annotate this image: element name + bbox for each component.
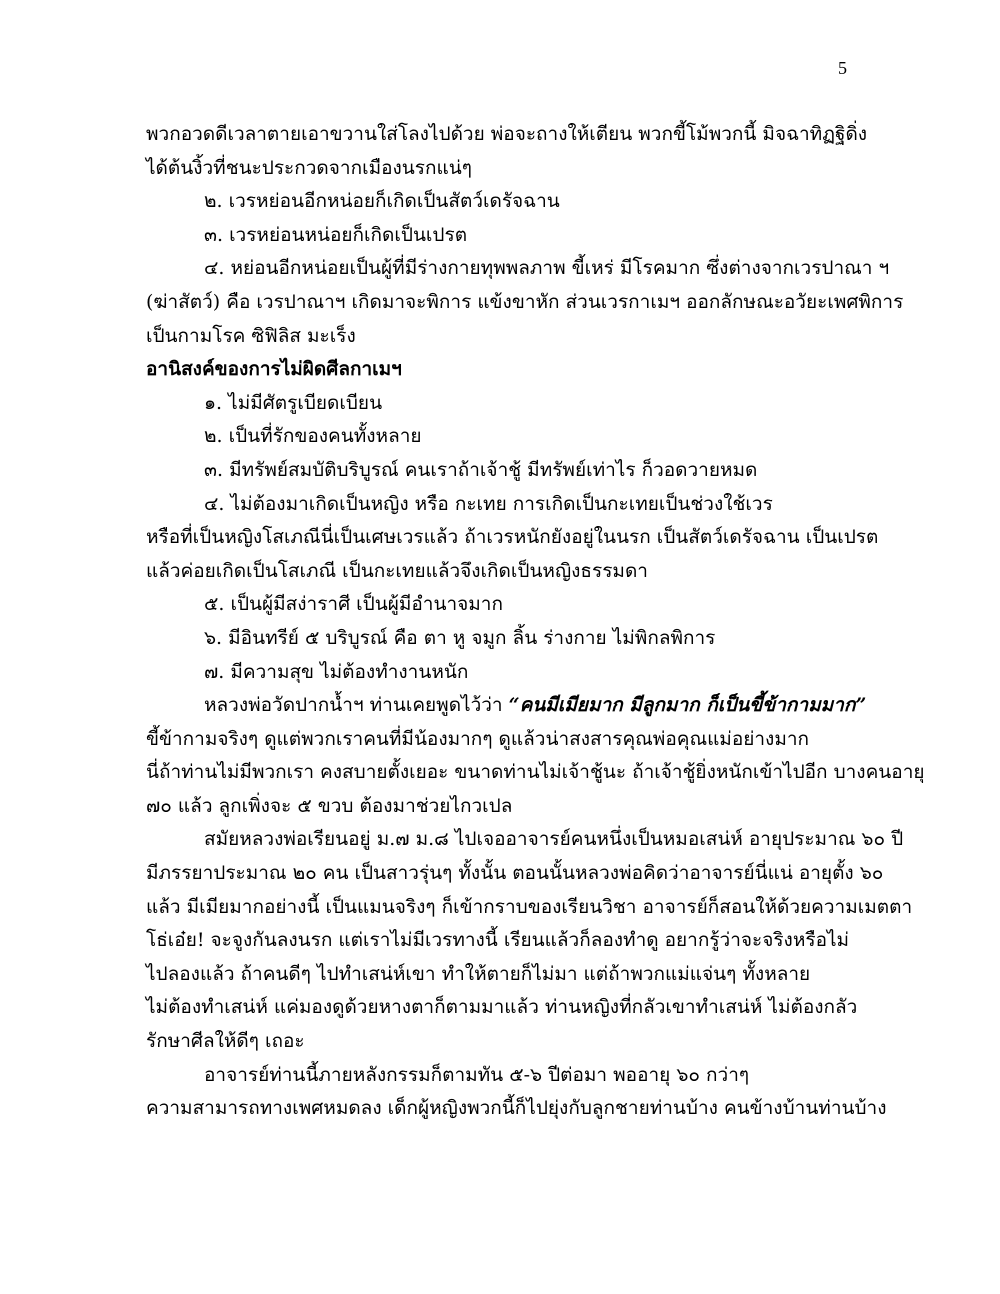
list-item: ๕. เป็นผู้มีสง่าราศี เป็นผู้มีอำนาจมาก [204, 593, 503, 616]
text-line: แล้ว มีเมียมากอย่างนี้ เป็นแมนจริงๆ ก็เข้ากราบของเรียนวิชา อาจารย์ก็สอนให้ด้วยความเมตตา [146, 895, 913, 918]
list-item: ๓. มีทรัพย์สมบัติบริบูรณ์ คนเราถ้าเจ้าชู้ มีทรัพย์เท่าไร ก็วอดวายหมด [204, 458, 758, 481]
list-item: ๓. เวรหย่อนหน่อยก็เกิดเป็นเปรต [204, 223, 468, 246]
quote-text: “คนมีเมียมาก มีลูกมาก ก็เป็นขี้ข้ากามมาก” [508, 694, 867, 717]
text-line: โธ่เอ๋ย! จะจูงกันลงนรก แต่เราไม่มีเวรทางนี้ เรียนแล้วก็ลองทำดู อยากรู้ว่าจะจริงหรือไม่ [146, 929, 850, 952]
text-line: รักษาศีลให้ดีๆ เถอะ [146, 1030, 305, 1053]
text-line: (ฆ่าสัตว์) คือ เวรปาณาฯ เกิดมาจะพิการ แข้งขาหัก ส่วนเวรกาเมฯ ออกลักษณะอวัยะเพศพิการ [146, 290, 904, 313]
list-item: ๖. มีอินทรีย์ ๕ บริบูรณ์ คือ ตา หู จมูก ลิ้น ร่างกาย ไม่พิกลพิการ [204, 626, 716, 649]
list-item: ๔. ไม่ต้องมาเกิดเป็นหญิง หรือ กะเทย การเกิดเป็นกะเทยเป็นช่วงใช้เวร [204, 492, 773, 515]
paragraph-start: สมัยหลวงพ่อเรียนอยู่ ม.๗ ม.๘ ไปเจออาจารย์คนหนึ่งเป็นหมอเสน่ห์ อายุประมาณ ๖๐ ปี [204, 828, 904, 851]
text-line: แล้วค่อยเกิดเป็นโสเภณี เป็นกะเทยแล้วจึงเกิดเป็นหญิงธรรมดา [146, 559, 648, 582]
paragraph-start: อาจารย์ท่านนี้ภายหลังกรรมก็ตามทัน ๕-๖ ปีต่อมา พออายุ ๖๐ กว่าๆ [204, 1063, 750, 1086]
list-item: ๒. เวรหย่อนอีกหน่อยก็เกิดเป็นสัตว์เดรัจฉาน [204, 190, 560, 213]
list-item: ๗. มีความสุข ไม่ต้องทำงานหนัก [204, 660, 469, 683]
text-line: ไม่ต้องทำเสน่ห์ แค่มองดูด้วยหางตาก็ตามมาแล้ว ท่านหญิงที่กลัวเขาทำเสน่ห์ ไม่ต้องกลัว [146, 996, 858, 1019]
text-line: ขี้ข้ากามจริงๆ ดูแต่พวกเราคนที่มีน้องมากๆ ดูแล้วน่าสงสารคุณพ่อคุณแม่อย่างมาก [146, 727, 810, 750]
text-line: พวกอวดดีเวลาตายเอาขวานใส่โลงไปด้วย พ่อจะถางให้เตียน พวกขี้โม้พวกนี้ มิจฉาทิฏฐิดิ่ง [146, 123, 868, 145]
text-line: นี่ถ้าท่านไม่มีพวกเรา คงสบายตั้งเยอะ ขนาดท่านไม่เจ้าชู้นะ ถ้าเจ้าชู้ยิ่งหนักเข้าไปอีก บางคนอายุ [146, 761, 925, 784]
text-line: หรือที่เป็นหญิงโสเภณีนี่เป็นเศษเวรแล้ว ถ้าเวรหนักยังอยู่ในนรก เป็นสัตว์เดรัจฉาน เป็นเปรต [146, 526, 879, 549]
document-body [146, 118, 925, 1126]
paragraph-start: หลวงพ่อวัดปากน้ำฯ ท่านเคยพูดไว้ว่า “คนมีเมียมาก มีลูกมาก ก็เป็นขี้ข้ากามมาก” [204, 694, 867, 717]
text-line: ๗๐ แล้ว ลูกเพิ่งจะ ๕ ขวบ ต้องมาช่วยไกวเปล [146, 794, 513, 817]
text-line: ความสามารถทางเพศหมดลง เด็กผู้หญิงพวกนี้ก็ไปยุ่งกับลูกชายท่านบ้าง คนข้างบ้านท่านบ้าง [146, 1097, 887, 1120]
text-line: ไปลองแล้ว ถ้าคนดีๆ ไปทำเสน่ห์เขา ทำให้ตายก็ไม่มา แต่ถ้าพวกแม่แจ่นๆ ทั้งหลาย [146, 962, 811, 985]
page-number: 5 [838, 58, 847, 78]
list-item: ๑. ไม่มีศัตรูเบียดเบียน [204, 391, 383, 414]
list-item: ๒. เป็นที่รักของคนทั้งหลาย [204, 425, 422, 448]
text-line: มีภรรยาประมาณ ๒๐ คน เป็นสาวรุ่นๆ ทั้งนั้น ตอนนั้นหลวงพ่อคิดว่าอาจารย์นี่แน่ อายุตั้ง ๖๐ [146, 862, 884, 885]
text-line: เป็นกามโรค ซิฟิลิส มะเร็ง [146, 324, 356, 347]
list-item: ๔. หย่อนอีกหน่อยเป็นผู้ที่มีร่างกายทุพพลภาพ ขี้เหร่ มีโรคมาก ซึ่งต่างจากเวรปาณา ฯ [204, 257, 890, 280]
section-heading: อานิสงค์ของการไม่ผิดศีลกาเมฯ [146, 358, 402, 381]
text-line: ได้ต้นงิ้วที่ชนะประกวดจากเมืองนรกแน่ๆ [146, 156, 472, 179]
